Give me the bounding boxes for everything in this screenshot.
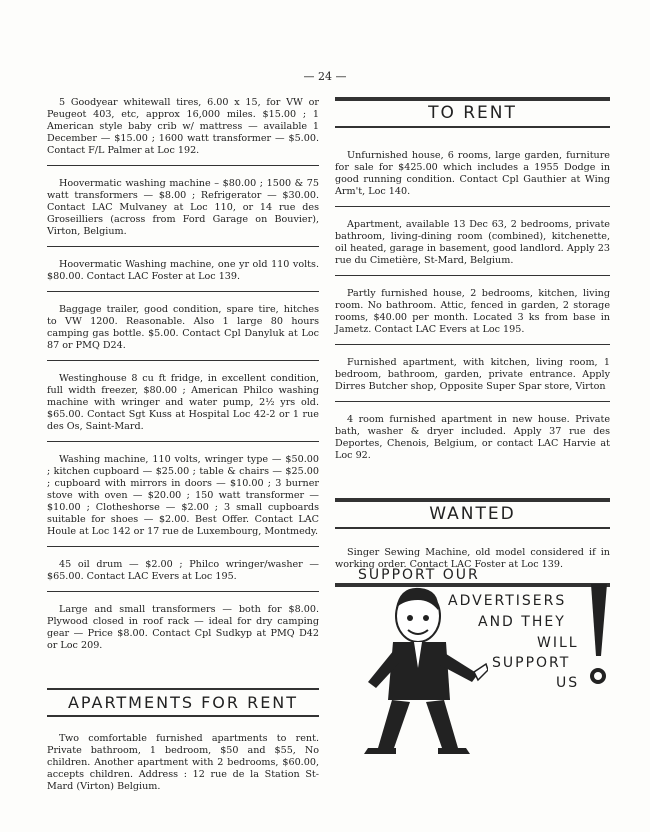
poster-line-3: AND THEY (478, 614, 566, 630)
divider (47, 360, 319, 361)
wanted-heading: WANTED (335, 498, 610, 529)
apartments-for-rent-heading: APARTMENTS FOR RENT (47, 688, 319, 717)
exclamation-mark-icon (583, 580, 613, 692)
poster-line-6: US (556, 675, 580, 691)
rental-ad: 4 room furnished apartment in new house. Private bath, washer & dryer included. Apply 37 rue des Deportes, Chenois, Belgium, or contact LAC Harvie at Loc 92. (335, 414, 610, 461)
divider (47, 546, 319, 547)
divider (335, 344, 610, 345)
wanted-ad: Singer Sewing Machine, old model considered if in working order. Contact LAC Foster at Loc 139. (335, 547, 610, 570)
poster-line-2: ADVERTISERS (448, 593, 567, 609)
to-rent-heading: TO RENT (335, 97, 610, 128)
divider (47, 591, 319, 592)
divider (335, 401, 610, 402)
classified-ad: Westinghouse 8 cu ft fridge, in excellent condition, full width freezer, $80.00 ; American Philco washing machine with wringer and water pump, 2½ yrs old. $65.00. Contact Sgt Kuss at Hospital Loc 42-2 or 1 rue des Os, Saint-Mard. (47, 373, 319, 432)
page-number: — 24 — (303, 70, 347, 83)
rental-ad: Apartment, available 13 Dec 63, 2 bedrooms, private bathroom, living-dining room (combined), kitchenette, oil heated, garage in basement, good landlord. Apply 23 rue du Cimetière, St-Mard, Belgium. (335, 219, 610, 266)
left-column (47, 97, 319, 793)
divider (335, 206, 610, 207)
rental-ad: Unfurnished house, 6 rooms, large garden, furniture for sale for $425.00 which includes a 1955 Dodge in good running condition. Contact Cpl Gauthier at Wing Arm't, Loc 140. (335, 150, 610, 197)
rental-ad: Furnished apartment, with kitchen, living room, 1 bedroom, bathroom, garden, private entrance. Apply Dirres Butcher shop, Opposite Super Spar store, Virton (335, 357, 610, 392)
poster-line-5: SUPPORT (492, 655, 571, 671)
poster-line-1: SUPPORT OUR (358, 567, 480, 583)
classified-ad: Washing machine, 110 volts, wringer type — $50.00 ; kitchen cupboard — $25.00 ; table & chairs — $25.00 ; cupboard with mirrors in doors — $10.00 ; 3 burner stove with oven — $20.00 ; 150 watt transformer — $10.00 ; Clotheshorse — $2.00 ; 3 small cupboards suitable for shoes — $2.00. Best Offer. Contact LAC Houle at Loc 142 or 17 rue de Luxembourg, Montmedy. (47, 454, 319, 537)
divider (47, 165, 319, 166)
classified-ad: 5 Goodyear whitewall tires, 6.00 x 15, for VW or Peugeot 403, etc, approx 16,000 miles. $15.00 ; 1 American style baby crib w/ mattress — available 1 December — $15.00 ; 1600 watt transformer — $5.00. Contact F/L Palmer at Loc 192. (47, 97, 319, 156)
divider (47, 291, 319, 292)
poster-line-4: WILL (537, 635, 579, 651)
classified-ad: Large and small transformers — both for $8.00. Plywood closed in roof rack — ideal for dry camping gear — Price $8.00. Contact Cpl Sudkyp at PMQ D42 or Loc 209. (47, 604, 319, 651)
classified-ad: Baggage trailer, good condition, spare tire, hitches to VW 1200. Reasonable. Also 1 large 80 hours camping gas bottle. $5.00. Contact Cpl Danyluk at Loc 87 or PMQ D24. (47, 304, 319, 351)
classified-ad: Hoovermatic Washing machine, one yr old 110 volts. $80.00. Contact LAC Foster at Loc 139. (47, 259, 319, 282)
apartments-ad: Two comfortable furnished apartments to rent. Private bathroom, 1 bedroom, $50 and $55, No children. Another apartment with 2 bedrooms, $60.00, accepts children. Address : 12 rue de la Station St-Mard (Virton) Belgium. (47, 733, 319, 792)
divider (47, 441, 319, 442)
right-column (335, 97, 610, 587)
cartoon-man-illustration (338, 578, 488, 756)
divider (47, 246, 319, 247)
classified-ad: Hoovermatic washing machine – $80.00 ; 1500 & 75 watt transformers — $8.00 ; Refrigerator — $30.00. Contact LAC Mulvaney at Loc 110, or 14 rue des Groseilliers (across from Ford Garage on Bouvier), Virton, Belgium. (47, 178, 319, 237)
rental-ad: Partly furnished house, 2 bedrooms, kitchen, living room. No bathroom. Attic, fenced in garden, 2 storage rooms, $40.00 per month. Located 3 ks from base in Jametz. Contact LAC Evers at Loc 195. (335, 288, 610, 335)
classified-ad: 45 oil drum — $2.00 ; Philco wringer/washer — $65.00. Contact LAC Evers at Loc 195. (47, 559, 319, 582)
divider (335, 275, 610, 276)
